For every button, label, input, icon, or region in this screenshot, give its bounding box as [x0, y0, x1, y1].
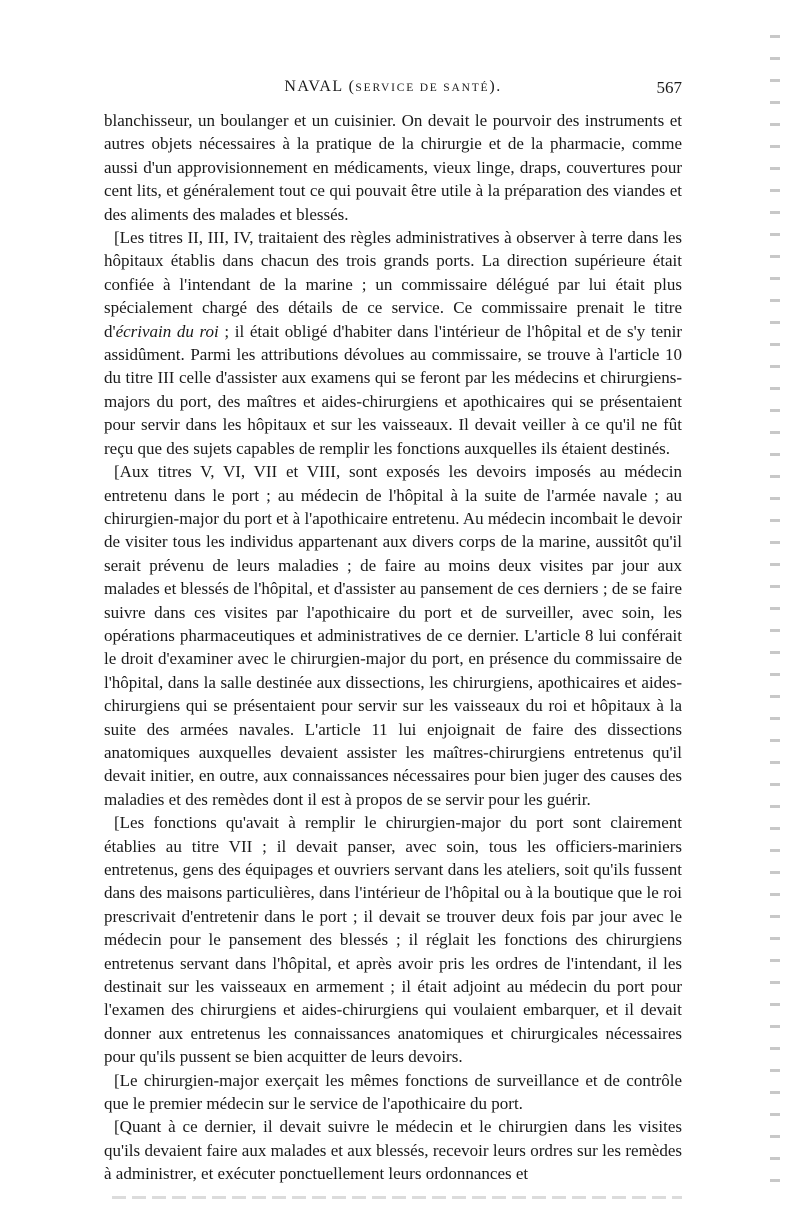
paragraph-2-bracket: [	[114, 228, 120, 248]
paragraph-1	[104, 109, 682, 226]
paragraph-6	[104, 1115, 682, 1185]
paragraph-4	[104, 811, 682, 1068]
paragraph-3-text: Aux titres V, VI, VII et VIII, sont exposés les devoirs imposés au médecin entretenu dans le port ; au médecin de l'hôpital à la suite de l'armée navale ; au chirurgien-major du port et à l'apothicaire entretenu. Au médecin incombait le devoir de visiter tous les individus appartenant aux divers corps de la marine, aussitôt qu'il serait prévenu de leurs maladies ; de faire au moins deux visites par jour aux malades et blessés de l'hôpital, et d'assister au pansement de ces derniers ; de se faire suivre dans ces visites par l'apothicaire du port et de surveiller, avec soin, les opérations pharmaceutiques et administratives de ce dernier. L'article 8 lui conférait le droit d'examiner avec le chirurgien-major du port, en présence du commissaire de l'hôpital, dans la salle destinée aux dissections, les chirurgiens, apothicaires et aides-chirurgiens qui se présentaient pour servir sur les vaisseaux du roi et hôpitaux à la suite des armées navales. L'article 11 lui enjoignait de faire des dissections anatomiques auxquelles devaient assister les maîtres-chirurgiens entretenus qu'il devait initier, en outre, aux connaissances nécessaires pour bien juger des causes des maladies et des remèdes dont il est à propos de se servir pour les guérir.	[104, 462, 682, 809]
paragraph-3	[104, 460, 682, 811]
paragraph-3-bracket: [	[114, 462, 120, 482]
running-title-end: ).	[489, 78, 502, 95]
scan-bottom-bleed	[112, 1196, 682, 1199]
paragraph-1-text: blanchisseur, un boulanger et un cuisinier. On devait le pourvoir des instruments et autres objets nécessaires à la pratique de la chirurgie et de la pharmacie, comme aussi d'un approvisionnement en médicaments, vieux linge, draps, couvertures pour cent lits, et généralement tout ce qui pouvait être utile à la préparation des viandes et des aliments des malades et blessés.	[104, 111, 682, 224]
running-title-smallcaps: SERVICE DE SANTÉ	[355, 82, 490, 94]
paragraph-4-text: Les fonctions qu'avait à remplir le chirurgien-major du port sont clairement établies au titre VII ; il devait panser, avec soin, tous les officiers-mariniers entretenus, gens des équipages et ouvriers servant dans les ateliers, soit qu'ils fussent dans des maisons particulières, dans l'intérieur de l'hôpital ou à la boutique que le roi prescrivait d'entretenir dans le port ; il devait se trouver deux fois par jour avec le médecin pour le pansement des blessés ; il réglait les fonctions des chirurgiens entretenus servant dans l'hôpital, et après avoir pris les ordres de l'intendant, il les destinait sur les vaisseaux en armement ; il était adjoint au médecin du port pour l'examen des chirurgiens et aides-chirurgiens qui voulaient embarquer, et il devait donner aux entretenus les connaissances anatomiques et chirurgicales nécessaires pour qu'ils pussent se bien acquitter de leurs devoirs.	[104, 813, 682, 1067]
paragraph-2-text-after: ; il était obligé d'habiter dans l'intérieur de l'hôpital et de s'y tenir assidûment. Parmi les attributions dévolues au commissaire, se trouve à l'article 10 du titre III celle d'assister aux examens qui se feront par les médecins et chirurgiens-majors du port, des maîtres et aides-chirurgiens et apothicaires qui se présentaient pour servir dans les hôpitaux et sur les vaisseaux. Il devait veiller à ce qu'il ne fût reçu que des sujets capables de remplir les fonctions auxquelles ils étaient destinés.	[104, 321, 682, 458]
paragraph-4-bracket: [	[114, 813, 120, 833]
page-number: 567	[656, 78, 682, 97]
paragraph-2	[104, 226, 682, 460]
paragraph-2-text: Les titres II, III, IV, traitaient des règles administratives à observer à terre dans les hôpitaux établis dans chacun des trois grands ports. La direction supérieure était confiée à l'intendant de la marine ; un commissaire délégué par lui était plus spécialement chargé des détails de ce service. Ce commissaire prenait le titre d'	[104, 228, 682, 341]
paragraph-5-text: Le chirurgien-major exerçait les mêmes fonctions de surveillance et de contrôle que le premier médecin sur le service de l'apothicaire du port.	[104, 1070, 682, 1114]
paragraph-5-bracket: [	[114, 1070, 120, 1090]
running-title	[104, 78, 682, 96]
running-title-main: NAVAL (	[284, 78, 356, 95]
paragraph-6-text: Quant à ce dernier, il devait suivre le médecin et le chirurgien dans les visites qu'ils devaient faire aux malades et aux blessés, recevoir leurs ordres sur les remèdes à administrer, et exécuter ponctuellement leurs ordonnances et	[104, 1117, 682, 1184]
paragraph-6-bracket: [	[114, 1117, 120, 1137]
body-text	[104, 109, 682, 1186]
paragraph-2-italic: écrivain du roi	[115, 321, 219, 341]
running-header	[104, 78, 682, 102]
scan-margin-marks	[770, 35, 780, 1195]
paragraph-5	[104, 1069, 682, 1116]
